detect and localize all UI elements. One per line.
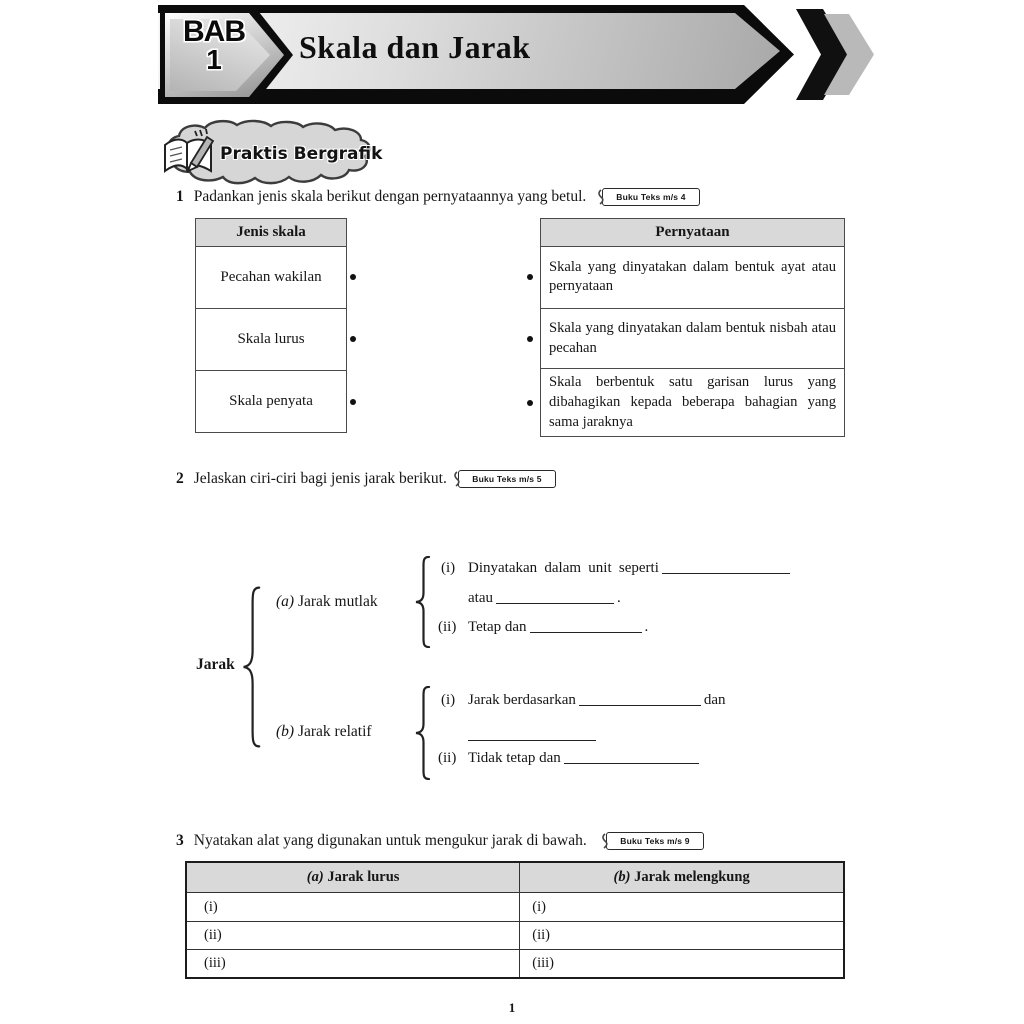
section-badge	[160, 118, 386, 192]
chapter-label: BAB	[183, 15, 245, 48]
statement-text: Skala berbentuk satu garisan lurus yang dibahagikan kepada beberapa bahagian yang sama jaraknya	[549, 374, 836, 430]
tools-table-header	[187, 863, 843, 893]
tools-col-a-header	[187, 863, 520, 892]
item-a-ii-num: (ii)	[438, 619, 457, 635]
tools-cell[interactable]: (iii)	[187, 950, 520, 977]
question-3	[176, 832, 587, 850]
item-b-i-num: (i)	[441, 692, 456, 708]
question-1-number: 1	[176, 188, 184, 205]
match-dot[interactable]	[350, 399, 356, 405]
answer-blank[interactable]	[496, 591, 614, 604]
period: .	[616, 590, 621, 606]
col-a-label: Jarak lurus	[327, 869, 400, 885]
pencil-icon	[452, 471, 462, 487]
statement-row	[541, 247, 844, 308]
match-dot[interactable]	[350, 336, 356, 342]
branch-a-text: Jarak mutlak	[297, 593, 378, 610]
page-number: 1	[508, 1000, 516, 1015]
item-b-ii-text: Tidak tetap dan	[468, 750, 561, 766]
statement-row	[541, 368, 844, 436]
curly-brace	[240, 586, 264, 748]
item-a-i-cont-text: atau	[468, 590, 493, 606]
answer-blank[interactable]	[468, 728, 596, 741]
textbook-ref-badge-3	[606, 832, 704, 850]
tools-cell[interactable]: (i)	[532, 898, 546, 915]
item-b-i	[441, 692, 726, 709]
item-b-i-cont	[468, 727, 596, 744]
period: .	[644, 619, 649, 635]
branch-a-label	[276, 593, 378, 611]
col-b-prefix: (b)	[613, 869, 631, 885]
match-dot[interactable]	[527, 400, 533, 406]
statement-text: Skala yang dinyatakan dalam bentuk nisbah atau pecahan	[549, 319, 836, 356]
chapter-number	[166, 15, 262, 75]
question-3-number: 3	[176, 832, 184, 849]
col-a-prefix: (a)	[306, 869, 324, 885]
textbook-ref-label: Buku Teks m/s 4	[616, 192, 686, 202]
scale-types-header: Jenis skala	[196, 219, 346, 247]
tools-row-1	[187, 893, 843, 921]
scale-types-table	[195, 218, 347, 433]
branch-b-prefix: (b)	[276, 723, 295, 740]
pencil-icon	[600, 833, 610, 849]
answer-blank[interactable]	[579, 693, 701, 706]
tools-table	[185, 861, 845, 979]
scale-type-row: Skala lurus	[196, 308, 346, 370]
match-dot[interactable]	[527, 336, 533, 342]
curly-brace	[413, 686, 433, 780]
branch-b-text: Jarak relatif	[297, 723, 372, 740]
item-a-ii-text: Tetap dan	[468, 619, 527, 635]
question-3-text: Nyatakan alat yang digunakan untuk mengukur jarak di bawah.	[193, 832, 587, 849]
section-badge-label: Praktis Bergrafik	[220, 144, 383, 164]
tools-row-2	[187, 921, 843, 949]
scale-type-row: Skala penyata	[196, 370, 346, 432]
tools-cell[interactable]: (iii)	[532, 955, 554, 971]
tools-cell[interactable]: (i)	[187, 893, 520, 921]
tools-cell[interactable]: (ii)	[532, 927, 550, 943]
branch-a-prefix: (a)	[276, 593, 295, 610]
item-b-ii-num: (ii)	[438, 750, 457, 766]
tools-cell[interactable]: (ii)	[187, 922, 520, 949]
col-b-label: Jarak melengkung	[634, 869, 750, 885]
match-dot[interactable]	[527, 274, 533, 280]
answer-blank[interactable]	[564, 751, 699, 764]
item-b-i-suffix: dan	[703, 692, 726, 708]
tools-col-b-header	[520, 863, 843, 892]
page-title: Skala dan Jarak	[299, 29, 531, 65]
match-dot[interactable]	[350, 274, 356, 280]
question-2-number: 2	[176, 470, 184, 487]
statements-table	[540, 218, 845, 437]
pencil-icon	[596, 189, 606, 205]
question-1	[176, 188, 586, 206]
textbook-ref-label: Buku Teks m/s 5	[472, 474, 542, 484]
branch-b-label	[276, 723, 372, 741]
statements-header: Pernyataan	[541, 219, 844, 247]
scale-type-row: Pecahan wakilan	[220, 269, 322, 285]
answer-blank[interactable]	[662, 561, 790, 574]
tools-row-3	[187, 949, 843, 977]
item-a-i-cont	[468, 590, 621, 607]
item-a-i	[441, 560, 793, 577]
question-2-text: Jelaskan ciri-ciri bagi jenis jarak berikut.	[193, 470, 447, 487]
item-a-ii	[438, 619, 648, 636]
textbook-ref-label: Buku Teks m/s 9	[620, 836, 690, 846]
item-b-ii	[438, 750, 702, 767]
item-a-i-text: Dinyatakan dalam unit seperti	[468, 560, 659, 576]
book-pencil-icon	[160, 128, 218, 182]
chapter-num: 1	[206, 43, 222, 75]
item-a-i-num: (i)	[441, 560, 456, 576]
textbook-ref-badge-2	[458, 470, 556, 488]
statement-row	[541, 308, 844, 369]
item-b-i-text: Jarak berdasarkan	[468, 692, 576, 708]
question-2	[176, 470, 447, 488]
curly-brace	[413, 556, 433, 648]
textbook-ref-badge-1	[602, 188, 700, 206]
question-1-text: Padankan jenis skala berikut dengan pernyataannya yang betul.	[193, 188, 587, 205]
diagram-root-label: Jarak	[196, 656, 235, 673]
answer-blank[interactable]	[530, 620, 642, 633]
statement-text: Skala yang dinyatakan dalam bentuk ayat atau pernyataan	[549, 258, 836, 295]
